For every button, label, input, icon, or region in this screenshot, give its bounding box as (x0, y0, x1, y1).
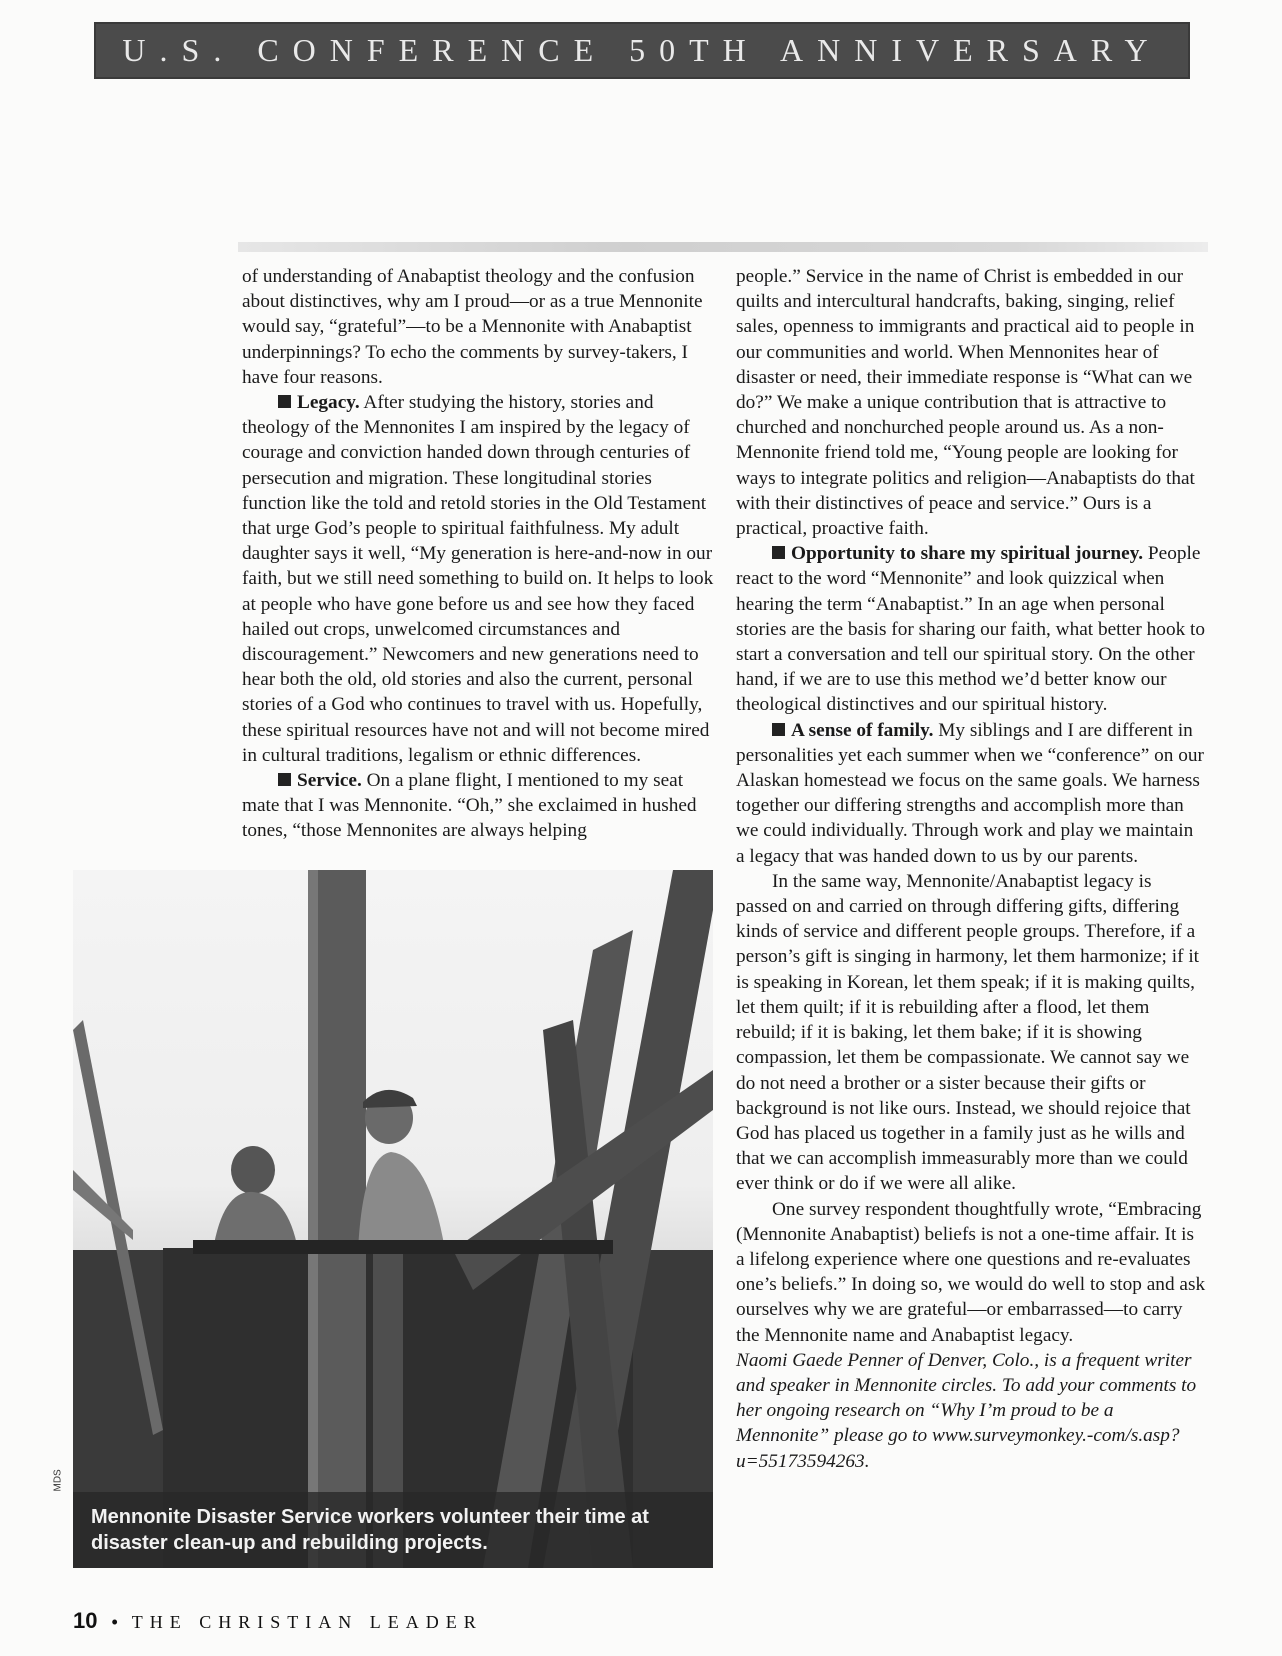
legacy-text: After studying the history, stories and theology of the Mennonites I am inspired by the legacy of courage and conviction handed down through centuries of persecution and migration. These longitudinal stories function like the told and retold stories in the Old Testament that urge God’s people to spiritual faithfulness. My adult daughter says it well, “My generation is here-and-now in our faith, but we still need something to build on. It helps to look at people who have gone before us and see how they faced hailed out crops, unwelcomed circumstances and discouragement.” Newcomers and new generations need to hear both the old, old stories and also the current, personal stories of a God who continues to travel with us. Hopefully, these spiritual resources have not and will not become mired in cultural traditions, legalism or ethnic differences. (242, 392, 714, 766)
paragraph: of understanding of Anabaptist theology and the confusion about distinctives, why am I proud—or as a true Mennonite would say, “grateful”—to be a Mennonite with Anabaptist underpinnings? To echo the comments by survey-takers, I have four reasons. (242, 266, 703, 388)
paragraph-family (736, 718, 1206, 869)
photo-caption: Mennonite Disaster Service workers volunteer their time at disaster clean-up and rebuilding projects. (73, 1492, 713, 1568)
photo-illustration (73, 870, 713, 1568)
bullet-square-icon (772, 723, 785, 736)
banner-title: U.S. CONFERENCE 50TH ANNIVERSARY (122, 32, 1162, 68)
lead-service: Service. (297, 770, 362, 792)
photo (73, 870, 713, 1568)
lead-legacy: Legacy. (297, 392, 360, 414)
right-column (736, 264, 1206, 1474)
family-text: My siblings and I are different in personalities yet each summer when we “conference” on our Alaskan homestead we focus on the same goals. We harness together our differing strengths and accomplish more than we could individually. Through work and play we maintain a legacy that was handed down to us by our parents. (736, 719, 1204, 867)
lead-family: A sense of family. (791, 719, 934, 741)
page-number: 10 (73, 1608, 98, 1633)
footer-bullet: • (111, 1612, 118, 1632)
paragraph: One survey respondent thoughtfully wrote, “Embracing (Mennonite Anabaptist) beliefs is not a one-time affair. It is a lifelong experience where one questions and re-evaluates one’s beliefs.” In doing so, we would do well to stop and ask ourselves why we are grateful—or embarrassed—to carry the Mennonite name and Anabaptist legacy. (736, 1198, 1206, 1346)
paragraph: In the same way, Mennonite/Anabaptist legacy is passed on and carried on through differing gifts, differing kinds of service and different people groups. Therefore, if a person’s gift is singing in harmony, let them harmonize; if it is speaking in Korean, let them speak; if it is making quilts, let them quilt; if it is rebuilding after a flood, let them rebuild; if it is baking, let them bake; if it is showing compassion, let them be compassionate. We cannot say we do not need a brother or a sister because their gifts or background is not like ours. Instead, we should rejoice that God has placed us together in a family just as he wills and that we can accomplish immeasurably more than we could ever think or do if we were all alike. (736, 870, 1200, 1195)
lead-opportunity: Opportunity to share my spiritual journey. (791, 543, 1144, 565)
paragraph-service (242, 768, 714, 844)
left-column (242, 264, 714, 844)
photo-credit: MDS (52, 1469, 64, 1492)
publication-name: THE CHRISTIAN LEADER (131, 1612, 483, 1632)
author-bio: Naomi Gaede Penner of Denver, Colo., is a frequent writer and speaker in Mennonite circles. To add your comments to her ongoing research on “Why I’m proud to be a Mennonite” please go to www.surveymonkey.-com/s.asp?u=55173594263. (736, 1349, 1197, 1472)
opportunity-text: People react to the word “Mennonite” and look quizzical when hearing the term “Anabaptist.” In an age when personal stories are the basis for sharing our faith, what better hook to start a conversation and tell our spiritual story. On the other hand, if we are to use this method we’d better know our theological distinctives and our spiritual history. (736, 543, 1206, 716)
paragraph-opportunity (736, 541, 1206, 717)
bullet-square-icon (772, 546, 785, 559)
bullet-square-icon (278, 395, 291, 408)
service-text: On a plane flight, I mentioned to my seat mate that I was Mennonite. “Oh,” she exclaimed in hushed tones, “those Mennonites are always helping (242, 770, 697, 842)
paragraph-legacy (242, 390, 714, 768)
paragraph: people.” Service in the name of Christ is embedded in our quilts and intercultural handcrafts, baking, singing, relief sales, openness to immigrants and practical aid to people in our communities and world. When Mennonites hear of disaster or need, their immediate response is “What can we do?” We make a unique contribution that is attractive to churched and nonchurched people around us. As a non-Mennonite friend told me, “Young people are looking for ways to integrate politics and religion—Anabaptists do that with their distinctives of peace and service.” Ours is a practical, proactive faith. (736, 266, 1195, 540)
header-rule (238, 242, 1208, 252)
page-footer (73, 1608, 483, 1634)
bullet-square-icon (278, 773, 291, 786)
section-banner (94, 22, 1190, 79)
